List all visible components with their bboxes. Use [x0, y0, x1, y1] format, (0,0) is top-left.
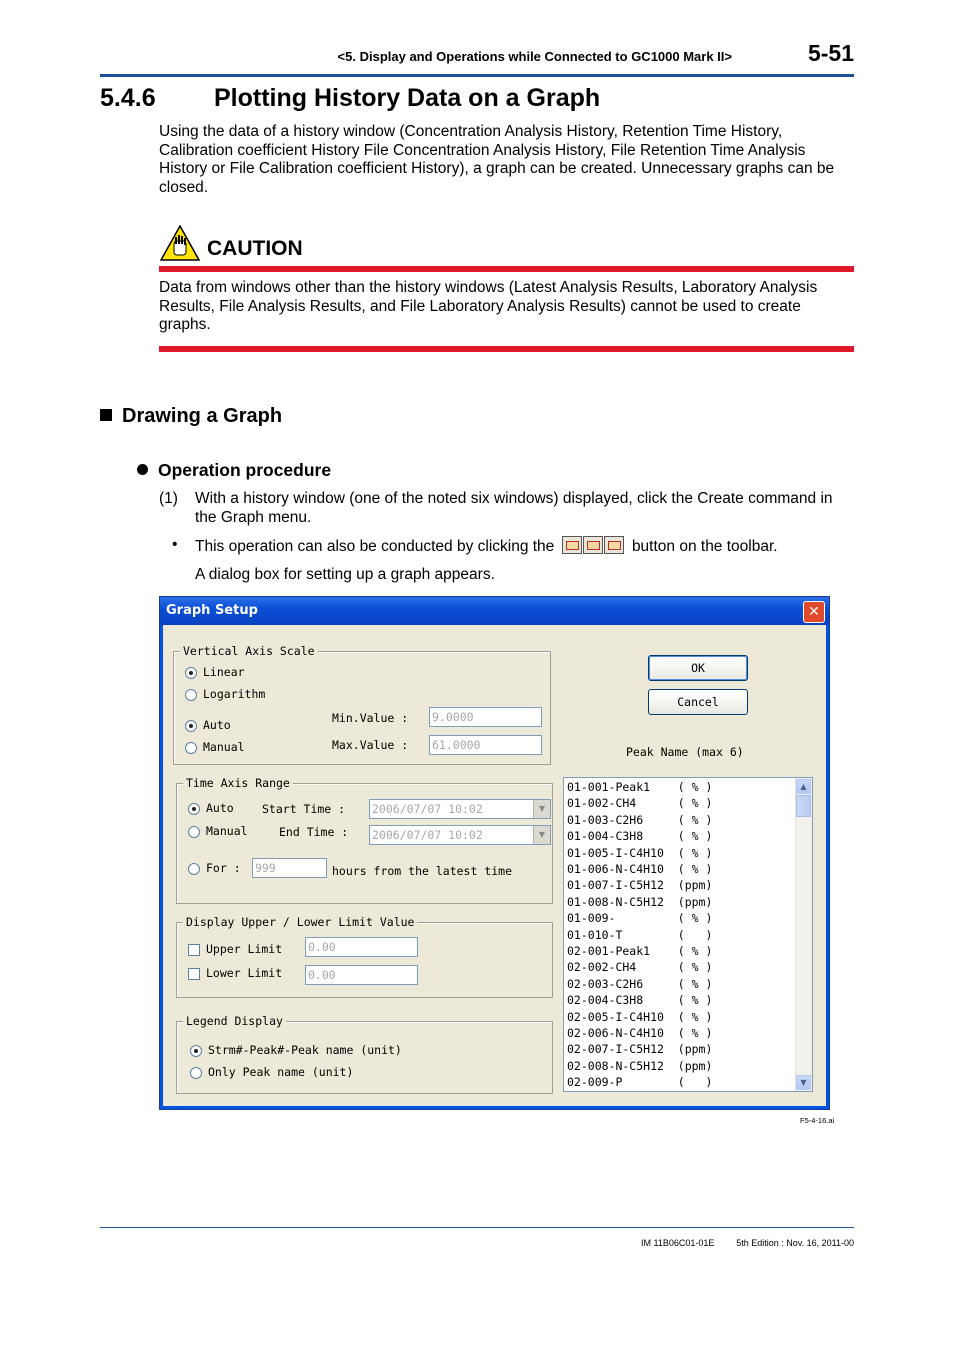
legend-strm-peak-radio[interactable] [190, 1045, 202, 1057]
close-button[interactable]: ✕ [803, 601, 825, 623]
bullet-mark: • [172, 536, 178, 553]
hours-text: hours from the latest time [332, 864, 513, 878]
step-number: (1) [159, 490, 178, 507]
chevron-down-icon[interactable]: ▼ [533, 800, 550, 818]
start-time-label: Start Time : [262, 802, 346, 816]
legend-label: Legend Display [183, 1014, 286, 1028]
vertical-axis-label: Vertical Axis Scale [180, 644, 318, 658]
limits-group [176, 915, 553, 998]
graph-toolbar-buttons [562, 536, 625, 554]
graph-icon [562, 536, 582, 554]
scroll-down-icon[interactable]: ▼ [796, 1075, 811, 1090]
peak-list-item[interactable]: 01-004-C3H8 ( % ) [567, 829, 713, 844]
figure-id: F5-4-16.ai [800, 1116, 835, 1125]
caution-top-bar [159, 266, 854, 272]
graph-icon [604, 536, 624, 554]
upper-limit-label: Upper Limit [206, 942, 283, 956]
subsection-heading [100, 405, 282, 428]
peak-list-item[interactable]: 01-005-I-C4H10 ( % ) [567, 845, 713, 860]
procedure-title: Operation procedure [158, 460, 332, 480]
chapter-header: <5. Display and Operations while Connected to GC1000 Mark II> [337, 49, 732, 64]
peak-list-item[interactable]: 02-005-I-C4H10 ( % ) [567, 1009, 713, 1024]
legend-peak-only-radio[interactable] [190, 1067, 202, 1079]
chevron-down-icon[interactable]: ▼ [533, 826, 550, 844]
peak-list-item[interactable]: 01-003-C2H6 ( % ) [567, 812, 713, 827]
intro-paragraph: Using the data of a history window (Concentration Analysis History, Retention Time History, Calibration coefficient History File Concentration Analysis History, File Retention Time Analysis History or File Calibration coefficient History), a graph can be created. Unnecessary graphs can be closed. [159, 123, 835, 196]
bullet-line [195, 536, 778, 556]
graph-icon [583, 536, 603, 554]
vertical-manual-label: Manual [203, 740, 245, 754]
caution-label: CAUTION [207, 237, 303, 260]
peak-list-item[interactable]: 02-003-C2H6 ( % ) [567, 976, 713, 991]
logarithm-radio[interactable] [185, 689, 197, 701]
legend-peak-only-label: Only Peak name (unit) [208, 1065, 354, 1079]
header-rule [100, 74, 854, 77]
graph-setup-dialog [159, 596, 830, 1110]
linear-radio[interactable] [185, 667, 197, 679]
peak-list-item[interactable]: 02-008-N-C5H12 (ppm) [567, 1058, 713, 1073]
min-value-label: Min.Value : [332, 711, 409, 725]
section-title: Plotting History Data on a Graph [214, 84, 601, 112]
dialog-body [163, 625, 826, 1106]
peak-list-item[interactable]: 02-004-C3H8 ( % ) [567, 993, 713, 1008]
bullet-text-before: This operation can also be conducted by clicking the [195, 538, 555, 555]
vertical-auto-radio[interactable] [185, 720, 197, 732]
step-text: With a history window (one of the noted six windows) displayed, click the Create command in the Graph menu. [195, 490, 833, 526]
footer-edition: 5th Edition : Nov. 16, 2011-00 [736, 1238, 854, 1248]
logarithm-label: Logarithm [203, 687, 266, 701]
round-bullet-icon [137, 464, 148, 475]
legend-group [176, 1014, 553, 1094]
lower-limit-field[interactable]: 0.00 [305, 965, 418, 985]
peak-list-item[interactable]: 02-002-CH4 ( % ) [567, 960, 713, 975]
legend-strm-peak-label: Strm#-Peak#-Peak name (unit) [208, 1043, 402, 1057]
linear-label: Linear [203, 665, 245, 679]
max-value-field[interactable]: 61.0000 [429, 735, 542, 755]
dialog-titlebar [160, 597, 829, 625]
result-text: A dialog box for setting up a graph appears. [195, 566, 495, 583]
start-time-value: 2006/07/07 10:02 [372, 802, 483, 816]
upper-limit-field[interactable]: 0.00 [305, 937, 418, 957]
hours-field[interactable]: 999 [252, 858, 327, 878]
peak-list-item[interactable]: 02-009-P ( ) [567, 1075, 713, 1090]
peak-list-item[interactable]: 01-001-Peak1 ( % ) [567, 780, 713, 794]
peak-list-item[interactable]: 01-007-I-C5H12 (ppm) [567, 878, 713, 893]
ok-button[interactable]: OK [648, 655, 748, 681]
page-number: 5-51 [807, 40, 854, 66]
end-time-value: 2006/07/07 10:02 [372, 828, 483, 842]
time-manual-radio[interactable] [188, 826, 200, 838]
scroll-up-icon[interactable]: ▲ [796, 779, 811, 794]
subsection-title: Drawing a Graph [122, 405, 283, 427]
bullet-text-after: button on the toolbar. [631, 538, 778, 555]
for-hours-radio[interactable] [188, 863, 200, 875]
vertical-axis-group [173, 644, 551, 765]
time-auto-radio[interactable] [188, 803, 200, 815]
peak-list-item[interactable]: 01-010-T ( ) [567, 927, 713, 942]
peak-list-item[interactable]: 01-009- ( % ) [567, 911, 713, 926]
lower-limit-checkbox[interactable] [188, 968, 200, 980]
time-axis-label: Time Axis Range [183, 776, 293, 790]
limits-label: Display Upper / Lower Limit Value [183, 915, 417, 929]
cancel-button[interactable]: Cancel [648, 689, 748, 715]
end-time-field[interactable] [369, 825, 551, 845]
time-axis-group [176, 776, 553, 904]
section-number: 5.4.6 [100, 84, 156, 112]
caution-hand-icon [160, 225, 200, 261]
peak-list-item[interactable]: 01-008-N-C5H12 (ppm) [567, 894, 713, 909]
footer-doc-number: IM 11B06C01-01E [641, 1238, 715, 1248]
list-scrollbar[interactable] [795, 778, 812, 1091]
start-time-field[interactable] [369, 799, 551, 819]
square-bullet-icon [100, 409, 112, 421]
caution-bottom-bar [159, 346, 854, 352]
for-label: For : [206, 861, 241, 875]
time-auto-label: Auto [206, 801, 234, 815]
peak-name-list[interactable] [563, 777, 813, 1092]
vertical-manual-radio[interactable] [185, 742, 197, 754]
peak-list-item[interactable]: 02-007-I-C5H12 (ppm) [567, 1042, 713, 1057]
min-value-field[interactable]: 9.0000 [429, 707, 542, 727]
dialog-title: Graph Setup [166, 603, 258, 618]
upper-limit-checkbox[interactable] [188, 944, 200, 956]
peak-name-label: Peak Name (max 6) [626, 745, 744, 759]
caution-text: Data from windows other than the history windows (Latest Analysis Results, Laboratory Analysis Results, File Analysis Results, and File Laboratory Analysis Results) cannot be used to create graphs. [159, 279, 818, 333]
procedure-heading [137, 460, 331, 481]
peak-list-item[interactable]: 01-002-CH4 ( % ) [567, 796, 713, 811]
scroll-thumb[interactable] [796, 795, 811, 817]
footer-rule [100, 1227, 854, 1228]
peak-list-item[interactable]: 01-006-N-C4H10 ( % ) [567, 862, 713, 876]
end-time-label: End Time : [279, 825, 349, 839]
vertical-auto-label: Auto [203, 718, 231, 732]
time-manual-label: Manual [206, 824, 248, 838]
peak-list-item[interactable]: 02-006-N-C4H10 ( % ) [567, 1026, 713, 1040]
lower-limit-label: Lower Limit [206, 966, 283, 980]
peak-list-item[interactable]: 02-001-Peak1 ( % ) [567, 944, 713, 958]
max-value-label: Max.Value : [332, 738, 409, 752]
